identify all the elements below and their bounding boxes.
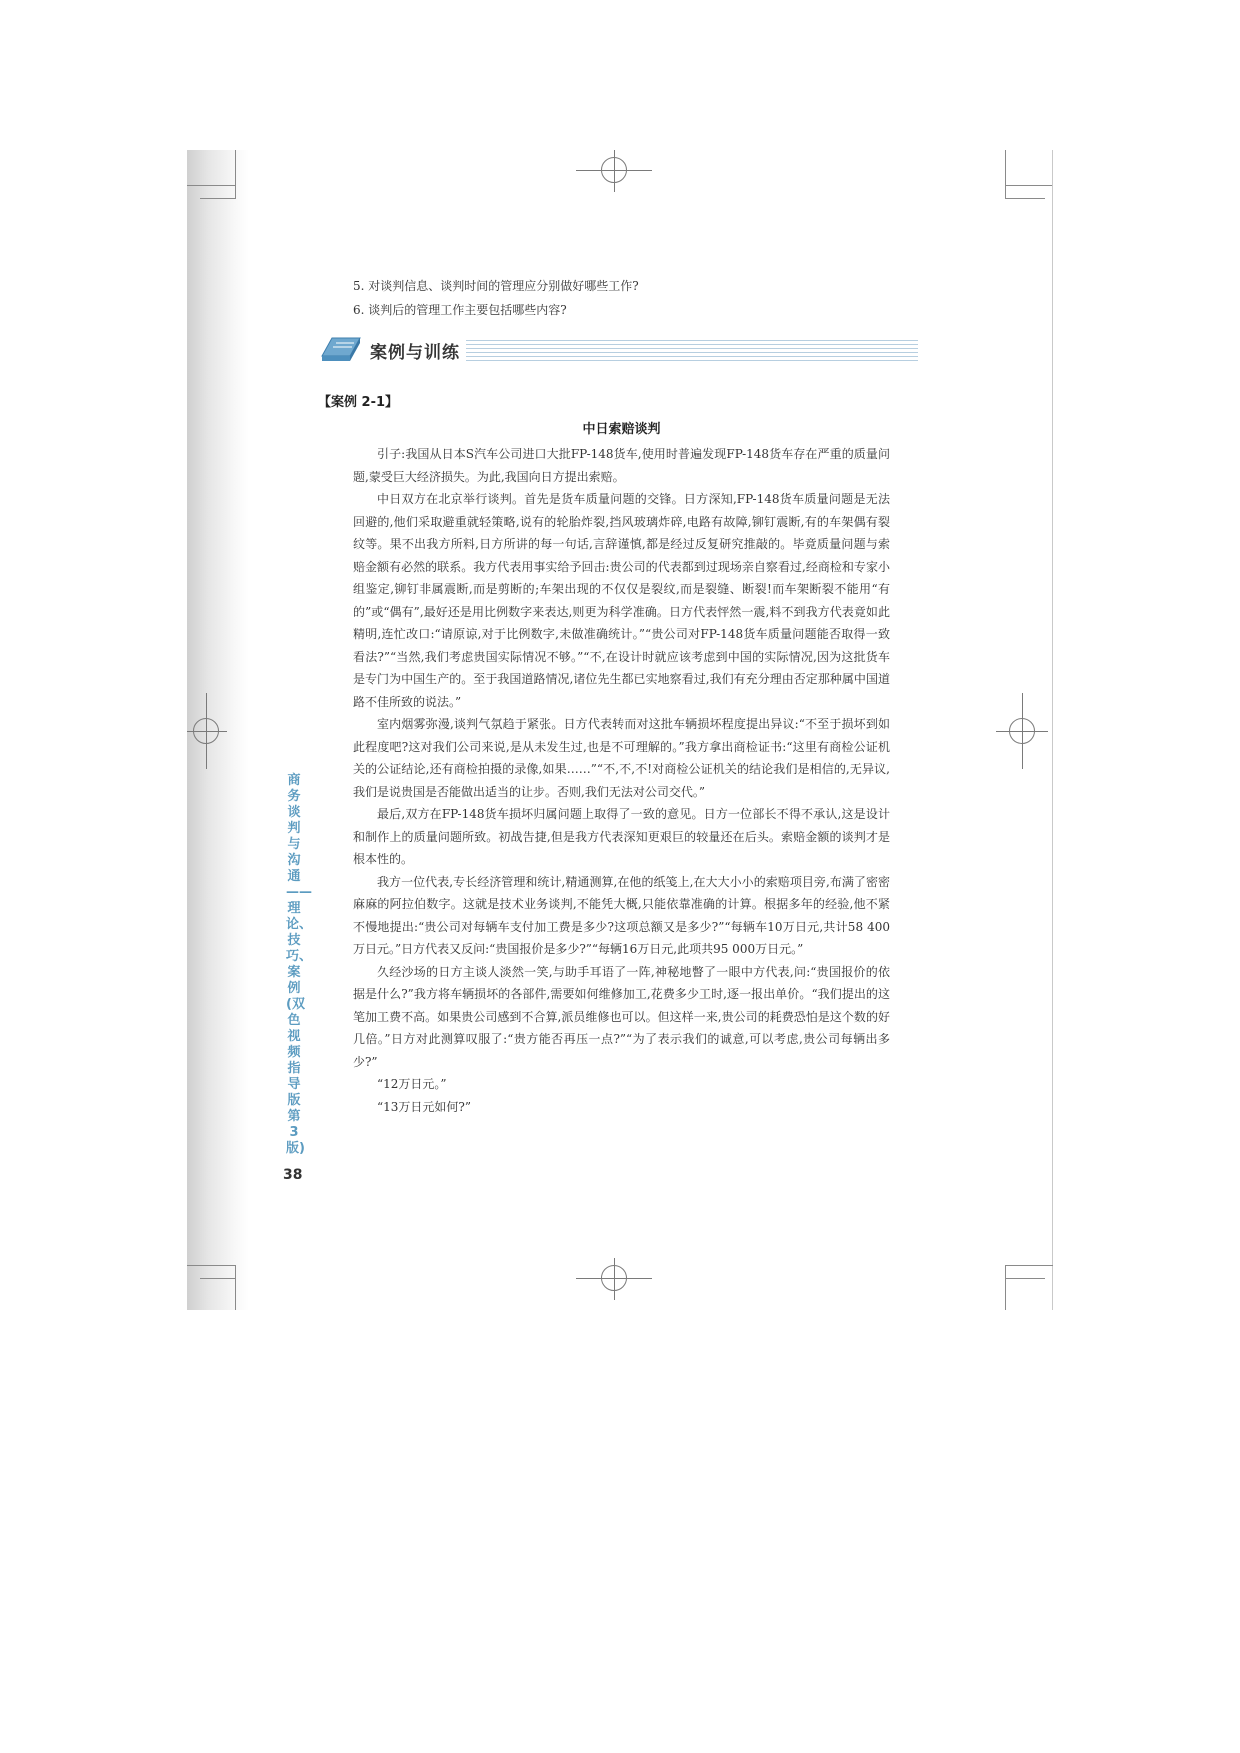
crop-mark (200, 1278, 236, 1279)
page-number: 38 (283, 1167, 303, 1183)
review-question: 5. 对谈判信息、谈判时间的管理应分别做好哪些工作? (353, 279, 639, 293)
crop-mark (1005, 1265, 1053, 1266)
case-paragraph: 中日双方在北京举行谈判。首先是货车质量问题的交锋。日方深知,FP-148货车质量问题是无法回避的,他们采取避重就轻策略,说有的轮胎炸裂,挡风玻璃炸碎,电路有故障,铆钉震断,有的车架偶有裂纹等。果不出我方所料,日方所讲的每一句话,言辞谨慎,都是经过反复研究推敲的。毕竟质量问题与索赔金额有必然的联系。我方代表用事实给予回击:贵公司的代表都到过现场亲自察看过,经商检和专家小组鉴定,铆钉非属震断,而是剪断的;车架出现的不仅仅是裂纹,而是裂缝、断裂!而车架断裂不能用“有的”或“偶有”,最好还是用比例数字来表达,则更为科学准确。日方代表怦然一震,料不到我方代表竟如此精明,连忙改口:“请原谅,对于比例数字,未做准确统计。”“贵公司对FP-148货车质量问题能否取得一致看法?”“当然,我们考虑贵国实际情况不够。”“不,在设计时就应该考虑到中国的实际情况,因为这批货车是专门为中国生产的。至于我国道路情况,诸位先生都已实地察看过,我们有充分理由否定那种属中国道路不佳所致的说法。” (353, 492, 890, 709)
case-paragraph: 最后,双方在FP-148货车损坏归属问题上取得了一致的意见。日方一位部长不得不承认,这是设计和制作上的质量问题所致。初战告捷,但是我方代表深知更艰巨的较量还在后头。索赔金额的谈判才是根本性的。 (353, 807, 890, 866)
book-icon (318, 334, 362, 364)
review-question: 6. 谈判后的管理工作主要包括哪些内容? (353, 303, 567, 317)
section-header-rule (466, 340, 918, 362)
crop-mark (1005, 1278, 1045, 1279)
section-header (318, 332, 918, 368)
section-title: 案例与训练 (370, 343, 460, 363)
crop-mark (1005, 185, 1053, 186)
crop-mark (235, 150, 236, 198)
crop-mark (187, 185, 235, 186)
case-paragraph: 我方一位代表,专长经济管理和统计,精通测算,在他的纸笺上,在大大小小的索赔项目旁,布满了密密麻麻的阿拉伯数字。这就是技术业务谈判,不能凭大概,只能依靠准确的计算。根据多年的经验,他不紧不慢地提出:“贵公司对每辆车支付加工费是多少?这项总额又是多少?”“每辆车10万日元,共计58 400万日元。”日方代表又反问:“贵国报价是多少?”“每辆16万日元,此项共95 000万日元。” (353, 874, 890, 956)
case-paragraph: 久经沙场的日方主谈人淡然一笑,与助手耳语了一阵,神秘地瞥了一眼中方代表,问:“贵国报价的依据是什么?”我方将车辆损坏的各部件,需要如何维修加工,花费多少工时,逐一报出单价。“我们提出的这笔加工费不高。如果贵公司感到不合算,派员维修也可以。但这样一来,贵公司的耗费恐怕是这个数的好几倍。”日方对此测算叹服了:“贵方能否再压一点?”“为了表示我们的诚意,可以考虑,贵公司每辆出多少?” (353, 964, 890, 1069)
case-dialogue-line: “12万日元。” (377, 1077, 447, 1091)
case-body (353, 443, 890, 1118)
crop-mark (1005, 1265, 1006, 1310)
running-book-title: 商务谈判与沟通——理论、技巧、案例(双色 视频指导版 第3版) (286, 773, 313, 1156)
crop-mark (1005, 150, 1006, 198)
crop-mark (200, 198, 236, 199)
case-paragraph: 引子:我国从日本S汽车公司进口大批FP-148货车,使用时普遍发现FP-148货车存在严重的质量问题,蒙受巨大经济损失。为此,我国向日方提出索赔。 (353, 447, 890, 484)
case-title: 中日索赔谈判 (582, 422, 661, 437)
case-dialogue-line: “13万日元如何?” (377, 1099, 471, 1114)
crop-mark (187, 1265, 235, 1266)
case-label: 【案例 2-1】 (318, 395, 399, 410)
crop-mark (1005, 198, 1045, 199)
crop-mark (1052, 150, 1053, 1310)
case-paragraph: 室内烟雾弥漫,谈判气氛趋于紧张。日方代表转而对这批车辆损坏程度提出异议:“不至于损坏到如此程度吧?这对我们公司来说,是从未发生过,也是不可理解的。”我方拿出商检证书:“这里有商检公证机关的公证结论,还有商检拍摄的录像,如果……”“不,不,不!对商检公证机关的结论我们是相信的,无异议,我们是说贵国是否能做出适当的让步。否则,我们无法对公司交代。” (353, 717, 890, 799)
crop-mark (235, 1265, 236, 1310)
